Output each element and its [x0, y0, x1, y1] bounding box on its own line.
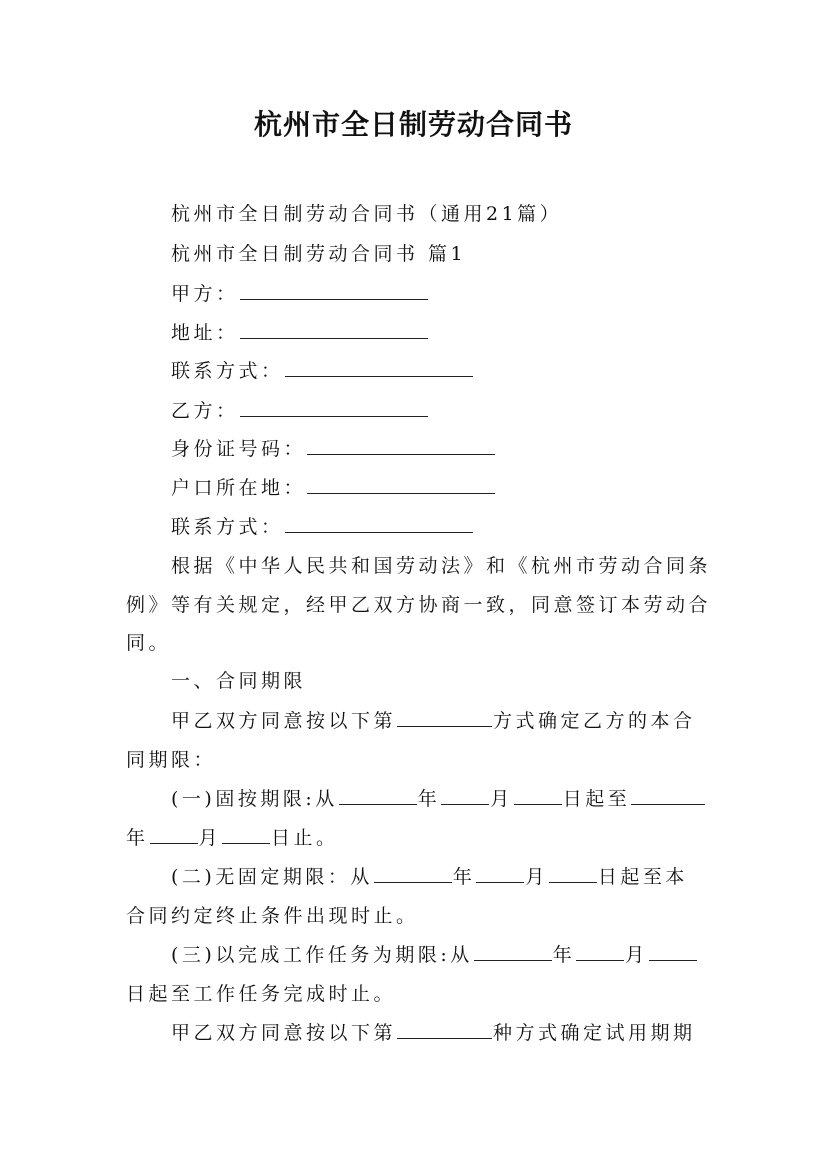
- task-term-line-2: 日起至工作任务完成时止。: [126, 983, 397, 1005]
- intro-line-2: 例》等有关规定，经甲乙双方协商一致，同意签订本劳动合: [126, 594, 712, 616]
- address-field: [171, 318, 429, 345]
- party-b-label: 乙方：: [171, 400, 239, 422]
- probation-text-b: 种方式确定试用期期: [493, 1022, 696, 1044]
- fixed-end-month-blank[interactable]: [150, 842, 198, 844]
- day-until-label: 日止。: [271, 827, 339, 849]
- fixed-term-line: [171, 784, 706, 811]
- contact-b-blank[interactable]: [285, 531, 473, 533]
- id-number-field: [171, 434, 496, 461]
- party-a-field: [171, 279, 429, 306]
- party-a-blank[interactable]: [240, 298, 428, 300]
- task-start-day-blank[interactable]: [649, 959, 697, 961]
- term-method-line: [171, 706, 696, 733]
- party-a-label: 甲方：: [171, 283, 239, 305]
- open-start-month-blank[interactable]: [476, 881, 524, 883]
- month-label: 月: [625, 944, 648, 966]
- address-label: 地址：: [171, 322, 239, 344]
- term-method-line-2: 同期限：: [126, 749, 217, 771]
- fixed-start-year-blank[interactable]: [339, 803, 417, 805]
- contact-a-label: 联系方式：: [171, 360, 284, 382]
- article-heading: 杭州市全日制劳动合同书 篇1: [171, 243, 467, 265]
- open-term-line-2: 合同约定终止条件出现时止。: [126, 905, 419, 927]
- year-label: 年: [417, 788, 441, 810]
- month-label: 月: [490, 788, 513, 810]
- hukou-field: [171, 473, 496, 500]
- fixed-end-day-blank[interactable]: [222, 842, 270, 844]
- task-term-line: [171, 940, 698, 967]
- section-1-heading: 一、合同期限: [171, 670, 307, 692]
- probation-line: [171, 1018, 696, 1045]
- fixed-end-year-blank[interactable]: [631, 803, 705, 805]
- fixed-start-month-blank[interactable]: [441, 803, 489, 805]
- year-label: 年: [452, 866, 476, 888]
- fixed-term-line-2: [126, 823, 339, 850]
- contact-b-field: [171, 512, 474, 539]
- task-term-text: (三)以完成工作任务为期限:从: [171, 944, 473, 966]
- open-start-day-blank[interactable]: [549, 881, 597, 883]
- id-number-blank[interactable]: [307, 453, 495, 455]
- hukou-label: 户口所在地：: [171, 477, 307, 499]
- document-title: 杭州市全日制劳动合同书: [253, 108, 573, 141]
- task-start-month-blank[interactable]: [576, 959, 624, 961]
- party-b-field: [171, 396, 429, 423]
- probation-text-a: 甲乙双方同意按以下第: [171, 1022, 397, 1044]
- open-term-text-b: 日起至本: [597, 866, 688, 888]
- contact-a-field: [171, 356, 474, 383]
- hukou-blank[interactable]: [307, 492, 495, 494]
- fixed-term-text: (一)固按期限:从: [171, 788, 338, 810]
- month-label: 月: [198, 827, 222, 849]
- term-method-text-b: 方式确定乙方的本合: [493, 710, 696, 732]
- address-blank[interactable]: [240, 337, 428, 339]
- term-method-text-a: 甲乙双方同意按以下第: [171, 710, 397, 732]
- open-term-line: [171, 862, 688, 889]
- contact-b-label: 联系方式：: [171, 516, 284, 538]
- year-label: 年: [126, 827, 149, 849]
- id-number-label: 身份证号码：: [171, 438, 307, 460]
- probation-method-blank[interactable]: [397, 1037, 492, 1039]
- document-subtitle: 杭州市全日制劳动合同书（通用21篇）: [171, 203, 563, 225]
- month-label: 月: [525, 866, 548, 888]
- intro-line-1: 根据《中华人民共和国劳动法》和《杭州市劳动合同条: [171, 555, 712, 577]
- open-term-text: (二)无固定期限：从: [171, 866, 373, 888]
- term-method-blank[interactable]: [397, 725, 492, 727]
- day-from-label: 日起至: [562, 788, 631, 810]
- open-start-year-blank[interactable]: [374, 881, 452, 883]
- party-b-blank[interactable]: [240, 415, 428, 417]
- fixed-start-day-blank[interactable]: [514, 803, 562, 805]
- task-start-year-blank[interactable]: [474, 959, 552, 961]
- intro-line-3: 同。: [126, 632, 172, 654]
- contact-a-blank[interactable]: [285, 375, 473, 377]
- year-label: 年: [552, 944, 576, 966]
